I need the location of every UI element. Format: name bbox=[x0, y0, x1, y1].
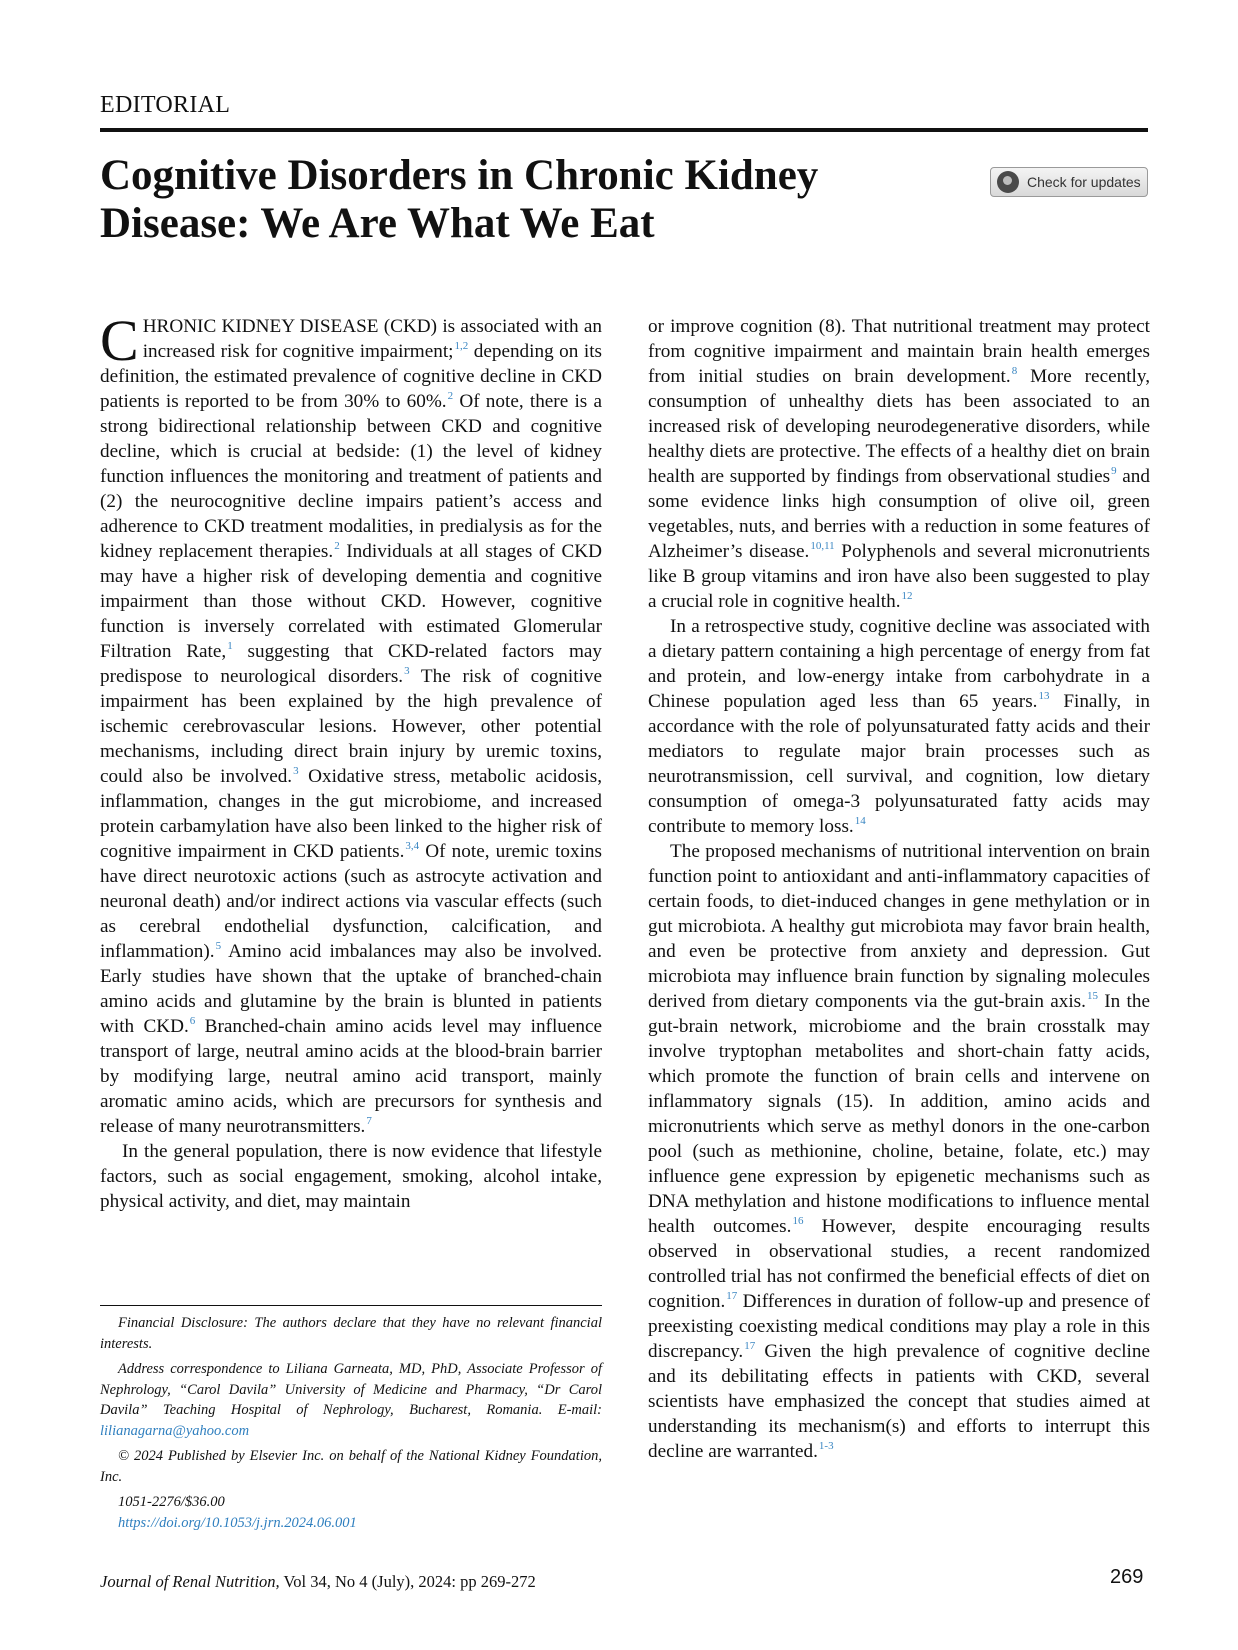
text: Individuals at all stages of CKD may have a higher risk of developing dementia and cognitive impairment than those without CKD. However, cognitive function is inversely correlated with estimated Glomerular Filtration Rate, bbox=[100, 541, 602, 662]
header-rule bbox=[100, 128, 1148, 132]
paragraph-1 bbox=[100, 308, 603, 1139]
text: In a retrospective study, cognitive decline was associated with a dietary pattern containing a high percentage of energy from fat and protein, and low-energy intake from carbohydrate in a Chinese population aged less than 65 years. bbox=[648, 616, 1150, 712]
text: HRONIC KIDNEY DISEASE (CKD) is associated with an increased risk for cognitive impairment; bbox=[142, 316, 602, 362]
text: In the gut-brain network, microbiome and the brain crosstalk may involve tryptophan metabolites and short-chain fatty acids, which promote the function of brain cells and intervene on inflammatory signals (15). In addition, amino acids and micronutrients which serve as methyl donors in the one-carbon pool (such as methionine, choline, betaine, folate, etc.) may influence gene expression by epigenetic mechanisms such as DNA methylation and histone modifications to influence mental health outcomes. bbox=[648, 991, 1150, 1237]
title-line-1: Cognitive Disorders in Chronic Kidney bbox=[100, 152, 819, 199]
section-label: EDITORIAL bbox=[100, 92, 231, 118]
journal-citation bbox=[100, 1572, 536, 1592]
page-number: 269 bbox=[1110, 1566, 1144, 1588]
paragraph-4 bbox=[648, 614, 1150, 839]
text: depending on its definition, the estimated prevalence of cognitive decline in CKD patients is reported to be from 30% to 60%. bbox=[100, 341, 602, 412]
correspondence-address bbox=[100, 1359, 602, 1441]
citation-link[interactable]: 5 bbox=[215, 940, 222, 952]
citation-link[interactable]: 3 bbox=[293, 765, 299, 777]
citation-link[interactable]: 10,11 bbox=[810, 540, 835, 552]
citation-link[interactable]: 3,4 bbox=[405, 840, 420, 852]
citation-link[interactable]: 13 bbox=[1038, 690, 1050, 702]
footnotes bbox=[100, 1313, 602, 1533]
footnote-rule bbox=[100, 1305, 602, 1306]
journal-name: Journal of Renal Nutrition, bbox=[100, 1572, 280, 1591]
email-link[interactable]: lilianagarna@yahoo.com bbox=[100, 1422, 250, 1439]
text: However, despite encouraging results observed in observational studies, a recent randomized controlled trial has not confirmed the beneficial effects of diet on cognition. bbox=[648, 1216, 1150, 1312]
issn: 1051-2276/$36.00 bbox=[118, 1494, 225, 1510]
paragraph-3 bbox=[648, 314, 1150, 614]
citation-link[interactable]: 14 bbox=[854, 815, 866, 827]
address-text: Address correspondence to Liliana Garneata, MD, PhD, Associate Professor of Nephrology, “Carol Davila” University of Medicine and Pharmacy, “Dr Carol Davila” Teaching Hospital of Nephrology, Bucharest, Romania. E-mail: bbox=[100, 1361, 602, 1418]
text: Finally, in accordance with the role of polyunsaturated fatty acids and their mediators to regulate major brain processes such as neurotransmission, cell survival, and cognition, low dietary consumption of omega-3 polyunsaturated fatty acids may contribute to memory loss. bbox=[648, 691, 1150, 837]
check-for-updates-label: Check for updates bbox=[1027, 174, 1141, 190]
text: suggesting that CKD-related factors may predispose to neurological disorders. bbox=[100, 641, 602, 687]
paragraph-5 bbox=[648, 839, 1150, 1464]
check-for-updates-button[interactable] bbox=[990, 167, 1148, 197]
text: Of note, uremic toxins have direct neurotoxic actions (such as astrocyte activation and neuronal death) and/or indirect actions via vascular effects (such as cerebral endothelial dysfunction, calcification, and inflammation). bbox=[100, 841, 602, 962]
citation-link[interactable]: 7 bbox=[366, 1115, 372, 1127]
text: More recently, consumption of unhealthy diets has been associated to an increased risk of developing neurodegenerative disorders, while healthy diets are protective. The effects of a healthy diet on brain health are supported by findings from observational studies bbox=[648, 366, 1151, 487]
citation-link[interactable]: 12 bbox=[901, 590, 913, 602]
title-line-2: Disease: We Are What We Eat bbox=[100, 200, 655, 247]
citation-link[interactable]: 1-3 bbox=[818, 1440, 834, 1452]
text: Given the high prevalence of cognitive decline and its debilitating effects in patients with CKD, several scientists have emphasized the concept that studies aimed at understanding its mechanism(s) and efforts to interrupt this decline are warranted. bbox=[648, 1341, 1150, 1462]
text: Of note, there is a strong bidirectional relationship between CKD and cognitive decline, which is crucial at bedside: (1) the level of kidney function influences the monitoring and treatment of patients and (2) the neurocognitive decline impairs patient’s access and adherence to CKD treatment modalities, in predialysis as for the kidney replacement therapies. bbox=[100, 391, 602, 562]
text: Oxidative stress, metabolic acidosis, inflammation, changes in the gut microbiome, and increased protein carbamylation have also been linked to the higher risk of cognitive impairment in CKD patients. bbox=[100, 766, 602, 862]
doi-link[interactable]: https://doi.org/10.1053/j.jrn.2024.06.001 bbox=[118, 1514, 357, 1531]
text: or improve cognition (8). That nutritional treatment may protect from cognitive impairment and maintain brain health emerges from initial studies on brain development. bbox=[648, 316, 1150, 387]
citation-link[interactable]: 8 bbox=[1011, 365, 1018, 377]
citation-link[interactable]: 9 bbox=[1111, 465, 1117, 477]
text: The proposed mechanisms of nutritional intervention on brain function point to antioxidant and anti-inflammatory capacities of certain foods, to diet-induced changes in gene methylation or in gut microbiota. A healthy gut microbiota may favor brain health, and even be protective from anxiety and depression. Gut microbiota may influence brain function by signaling molecules derived from dietary components via the gut-brain axis. bbox=[648, 841, 1150, 1012]
text: The risk of cognitive impairment has been explained by the high prevalence of ischemic cerebrovascular lesions. However, other potential mechanisms, including direct brain injury by uremic toxins, could also be involved. bbox=[100, 666, 602, 787]
citation-link[interactable]: 3 bbox=[404, 665, 410, 677]
citation-link[interactable]: 17 bbox=[744, 1340, 756, 1352]
journal-info: Vol 34, No 4 (July), 2024: pp 269-272 bbox=[279, 1572, 536, 1591]
citation-link[interactable]: 1,2 bbox=[454, 340, 469, 352]
right-column bbox=[648, 314, 1150, 1464]
text: and some evidence links high consumption of olive oil, green vegetables, nuts, and berries with a reduction in some features of Alzheimer’s disease. bbox=[648, 466, 1150, 562]
crossmark-icon bbox=[997, 171, 1019, 193]
left-column bbox=[100, 308, 603, 1214]
text: Branched-chain amino acids level may influence transport of large, neutral amino acids at the blood-brain barrier by modifying large, neutral amino acid transport, mainly aromatic amino acids, which are precursors for synthesis and release of many neurotransmitters. bbox=[100, 1016, 603, 1137]
article-title bbox=[100, 152, 920, 248]
text: Amino acid imbalances may also be involved. Early studies have shown that the uptake of branched-chain amino acids and glutamine by the brain is blunted in patients with CKD. bbox=[100, 941, 602, 1037]
citation-link[interactable]: 15 bbox=[1086, 990, 1098, 1002]
citation-link[interactable]: 1 bbox=[227, 640, 233, 652]
paragraph-2: In the general population, there is now evidence that lifestyle factors, such as social engagement, smoking, alcohol intake, physical activity, and diet, may maintain bbox=[100, 1141, 602, 1212]
citation-link[interactable]: 16 bbox=[792, 1215, 804, 1227]
copyright: © 2024 Published by Elsevier Inc. on behalf of the National Kidney Foundation, Inc. bbox=[100, 1448, 602, 1485]
citation-link[interactable]: 2 bbox=[334, 540, 340, 552]
citation-link[interactable]: 2 bbox=[447, 390, 454, 402]
text: Differences in duration of follow-up and presence of preexisting coexisting medical conditions may play a role in this discrepancy. bbox=[648, 1291, 1150, 1362]
drop-cap: C bbox=[100, 308, 139, 373]
doi-line bbox=[100, 1513, 602, 1534]
citation-link[interactable]: 6 bbox=[189, 1015, 196, 1027]
financial-disclosure: Financial Disclosure: The authors declare that they have no relevant financial interests. bbox=[100, 1315, 602, 1352]
citation-link[interactable]: 17 bbox=[726, 1290, 738, 1302]
text: Polyphenols and several micronutrients like B group vitamins and iron have also been suggested to play a crucial role in cognitive health. bbox=[648, 541, 1150, 612]
